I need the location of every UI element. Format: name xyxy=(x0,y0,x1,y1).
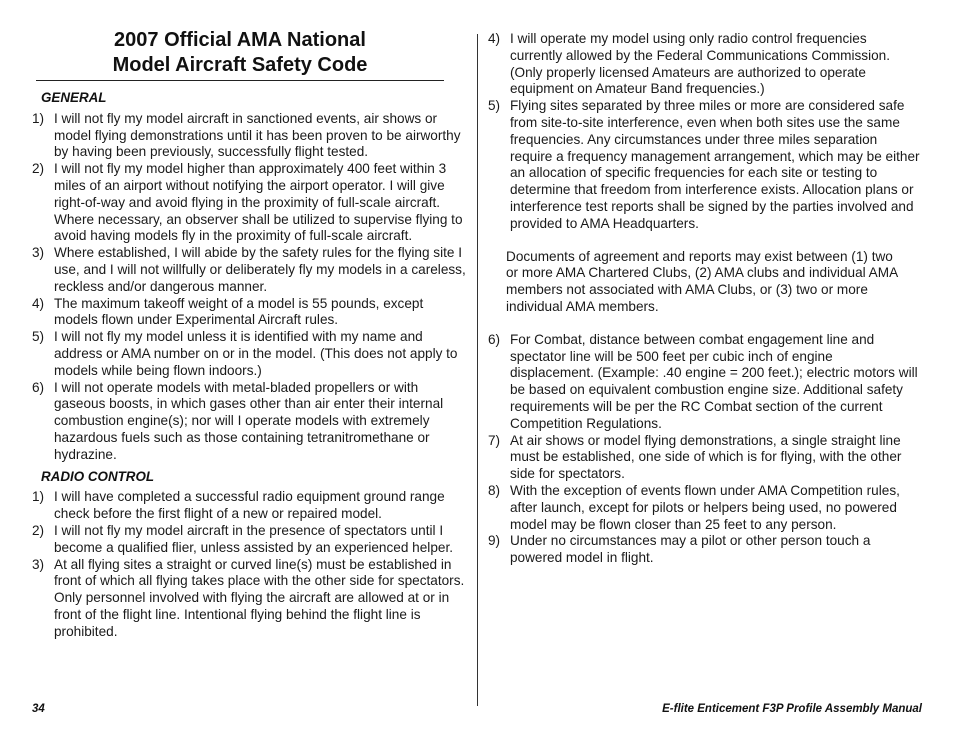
radio-control-rules-list-left xyxy=(32,489,466,640)
rule-text: With the exception of events flown under AMA Competition rules, after launch, except for pilots or helpers being used, no powered model may be flown closer than 25 feet to any person. xyxy=(510,482,900,532)
rule-number: 6) xyxy=(488,331,501,347)
rule-number: 3) xyxy=(32,245,45,261)
column-divider xyxy=(477,34,478,706)
page-number: 34 xyxy=(32,703,45,715)
rule-text: Under no circumstances may a pilot or other person touch a powered model in flight. xyxy=(510,533,871,566)
rule-item xyxy=(32,296,466,330)
rule-item xyxy=(488,98,920,232)
title-underline xyxy=(36,80,444,81)
rule-item xyxy=(488,483,920,533)
rule-item xyxy=(32,111,466,161)
rule-number: 4) xyxy=(488,31,501,46)
manual-title: E-flite Enticement F3P Profile Assembly Manual xyxy=(662,703,922,715)
radio-control-rules-list-right-a xyxy=(488,31,920,233)
rule-text: I will not fly my model aircraft in the presence of spectators until I become a qualified flier, unless assisted by an experienced helper. xyxy=(54,522,453,555)
rule-item xyxy=(32,161,466,245)
rule-text: I will operate my model using only radio control frequencies currently allowed by the Federal Communications Commission. (Only properly licensed Amateurs are authorized to operate equipment on Amateur Band frequencies.) xyxy=(510,31,891,97)
rule-item xyxy=(488,433,920,483)
rule-text: I will not operate models with metal-bladed propellers or with gaseous boosts, in which gases other than air enter their internal combustion engine(s); nor will I operate models with extremely hazardous fuels such as those containing tetranitromethane or hydrazine. xyxy=(54,379,444,462)
general-rules-list xyxy=(32,111,466,464)
rule-text: Flying sites separated by three miles or more are considered safe from site-to-site interference, even when both sites use the same frequencies. Any circumstances under three miles separation require a frequency management arrangement, which may be either an allocation of specific frequencies for each site or testing to determine that freedom from interference exists. Allocation plans or interference test reports shall be signed by the parties involved and provided to AMA Headquarters. xyxy=(510,98,920,231)
rule-text: For Combat, distance between combat engagement line and spectator line will be 500 feet per cubic inch of engine displacement. (Example: .40 engine = 200 feet.); electric motors will be based on equivalent combustion engine size. Additional safety requirements will be per the RC Combat section of the current Competition Regulations. xyxy=(510,331,918,431)
rule-item xyxy=(32,380,466,464)
right-column xyxy=(488,31,920,567)
rule-number: 1) xyxy=(32,110,45,126)
rule-text: I will not fly my model higher than approximately 400 feet within 3 miles of an airport without notifying the airport operator. I will give right-of-way and avoid flying in the proximity of full-scale aircraft. Where necessary, an observer shall be utilized to supervise flying to avoid having models fly in the proximity of full-scale aircraft. xyxy=(54,161,463,244)
title-line-2: Model Aircraft Safety Code xyxy=(112,54,368,76)
rule-item xyxy=(32,245,466,295)
left-column xyxy=(32,90,466,641)
rule-number: 2) xyxy=(32,522,45,538)
rule-item xyxy=(32,523,466,557)
rule-number: 4) xyxy=(32,295,45,311)
title-line-1: 2007 Official AMA National xyxy=(114,29,366,51)
rule-item xyxy=(488,31,920,98)
section-heading-general: GENERAL xyxy=(41,90,107,105)
rule-text: Where established, I will abide by the safety rules for the flying site I use, and I will not willfully or deliberately fly my models in a careless, reckless and/or dangerous manner. xyxy=(54,245,466,294)
rule-text: At all flying sites a straight or curved line(s) must be established in front of which all flying takes place with the other side for spectators. Only personnel involved with flying the aircraft are allowed at or in front of the flight line. Intentional flying behind the flight line is prohibited. xyxy=(54,556,465,639)
rule-number: 7) xyxy=(488,432,501,448)
page-title xyxy=(36,28,444,78)
rule-number: 6) xyxy=(32,379,45,395)
rule-number: 9) xyxy=(488,533,501,549)
radio-control-rules-list-right-b xyxy=(488,332,920,567)
rule-item xyxy=(488,533,920,567)
rule-item xyxy=(32,489,466,523)
documents-of-agreement-note: Documents of agreement and reports may exist between (1) two or more AMA Chartered Clubs, (2) AMA clubs and individual AMA members not associated with AMA Clubs, or (3) two or more individual AMA members. xyxy=(506,248,898,314)
rule-number: 3) xyxy=(32,556,45,572)
rule-number: 2) xyxy=(32,161,45,177)
rule-text: I will not fly my model aircraft in sanctioned events, air shows or model flying demonstrations until it has been proven to be airworthy by having been previously, successfully flight tested. xyxy=(54,110,461,160)
rule-text: The maximum takeoff weight of a model is 55 pounds, except models flown under Experimental Aircraft rules. xyxy=(54,295,424,328)
rule-number: 1) xyxy=(32,489,45,505)
rule-item xyxy=(32,557,466,641)
rule-text: At air shows or model flying demonstrations, a single straight line must be established, one side of which is for flying, with the other side for spectators. xyxy=(510,432,902,482)
rule-number: 8) xyxy=(488,482,501,498)
rule-text: I will not fly my model unless it is identified with my name and address or AMA number on or in the model. (This does not apply to models while being flown indoors.) xyxy=(54,329,458,378)
rule-item xyxy=(32,329,466,379)
rule-text: I will have completed a successful radio equipment ground range check before the first flight of a new or repaired model. xyxy=(54,489,445,522)
rule-number: 5) xyxy=(488,98,501,114)
section-heading-radio-control: RADIO CONTROL xyxy=(41,468,155,484)
rule-item xyxy=(488,332,920,433)
rule-number: 5) xyxy=(32,329,45,345)
